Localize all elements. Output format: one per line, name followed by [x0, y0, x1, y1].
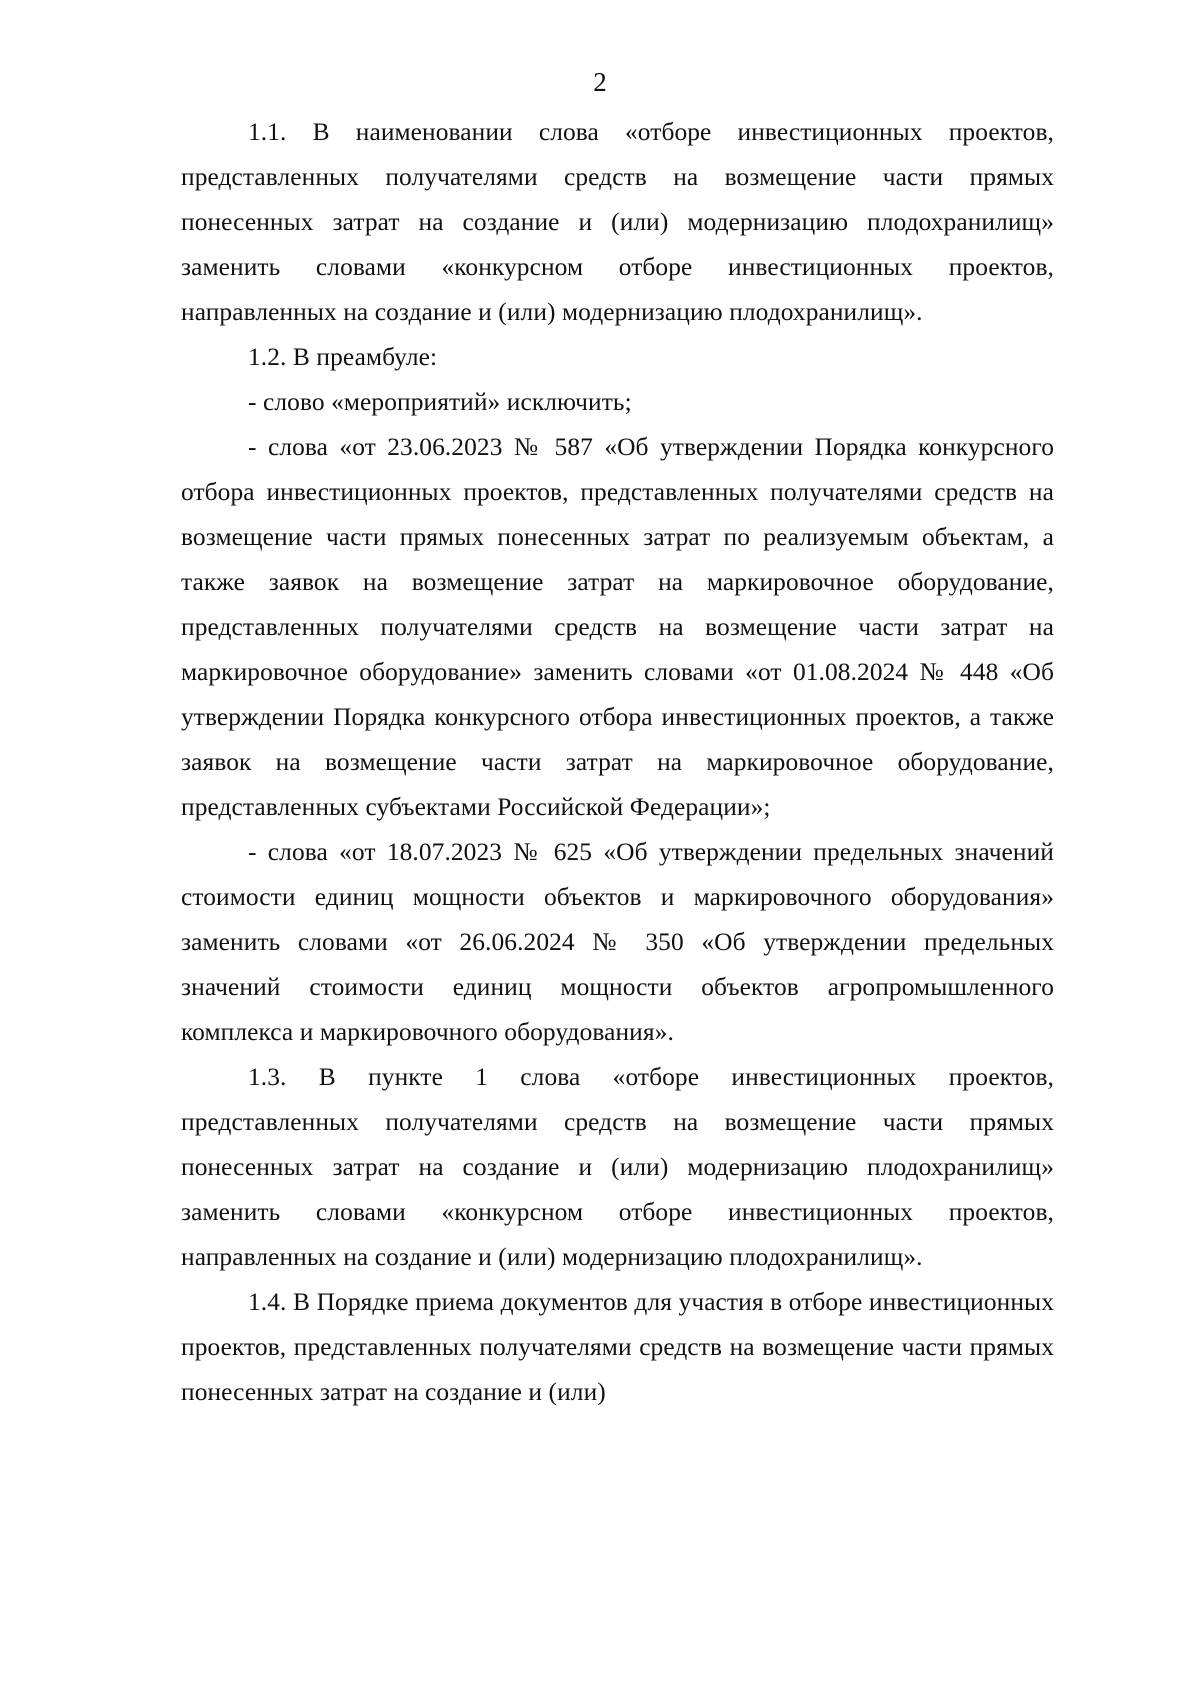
paragraph-1-2-item-2: - слова «от 23.06.2023 № 587 «Об утверждении Порядка конкурсного отбора инвестиционных проектов, представленных получателями средств на возмещение части прямых понесенных затрат по реализуемым объектам, а также заявок на возмещение затрат на маркировочное оборудование, представленных получателями средств на возмещение части затрат на маркировочное оборудование» заменить словами «от 01.08.2024 № 448 «Об утверждении Порядка конкурсного отбора инвестиционных проектов, а также заявок на возмещение части затрат на маркировочное оборудование, представленных субъектами Российской Федерации»;	[181, 433, 1054, 821]
paragraph-1-1: 1.1. В наименовании слова «отборе инвестиционных проектов, представленных получателями средств на возмещение части прямых понесенных затрат на создание и (или) модернизацию плодохранилищ» заменить словами «конкурсном отборе инвестиционных проектов, направленных на создание и (или) модернизацию плодохранилищ».	[181, 118, 1054, 326]
paragraph-1-4: 1.4. В Порядке приема документов для участия в отборе инвестиционных проектов, представленных получателями средств на возмещение части прямых понесенных затрат на создание и (или)	[181, 1288, 1054, 1406]
paragraph-1-3: 1.3. В пункте 1 слова «отборе инвестиционных проектов, представленных получателями средств на возмещение части прямых понесенных затрат на создание и (или) модернизацию плодохранилищ» заменить словами «конкурсном отборе инвестиционных проектов, направленных на создание и (или) модернизацию плодохранилищ».	[181, 1063, 1054, 1271]
paragraph-1-2-item-3: - слова «от 18.07.2023 № 625 «Об утверждении предельных значений стоимости единиц мощности объектов и маркировочного оборудования» заменить словами «от 26.06.2024 № 350 «Об утверждении предельных значений стоимости единиц мощности объектов агропромышленного комплекса и маркировочного оборудования».	[181, 838, 1054, 1046]
document-body	[181, 110, 1054, 1415]
paragraph-1-2-heading: 1.2. В преамбуле:	[248, 343, 438, 371]
paragraph-1-2-item-1: - слово «мероприятий» исключить;	[248, 388, 632, 416]
page-number: 2	[593, 67, 607, 97]
